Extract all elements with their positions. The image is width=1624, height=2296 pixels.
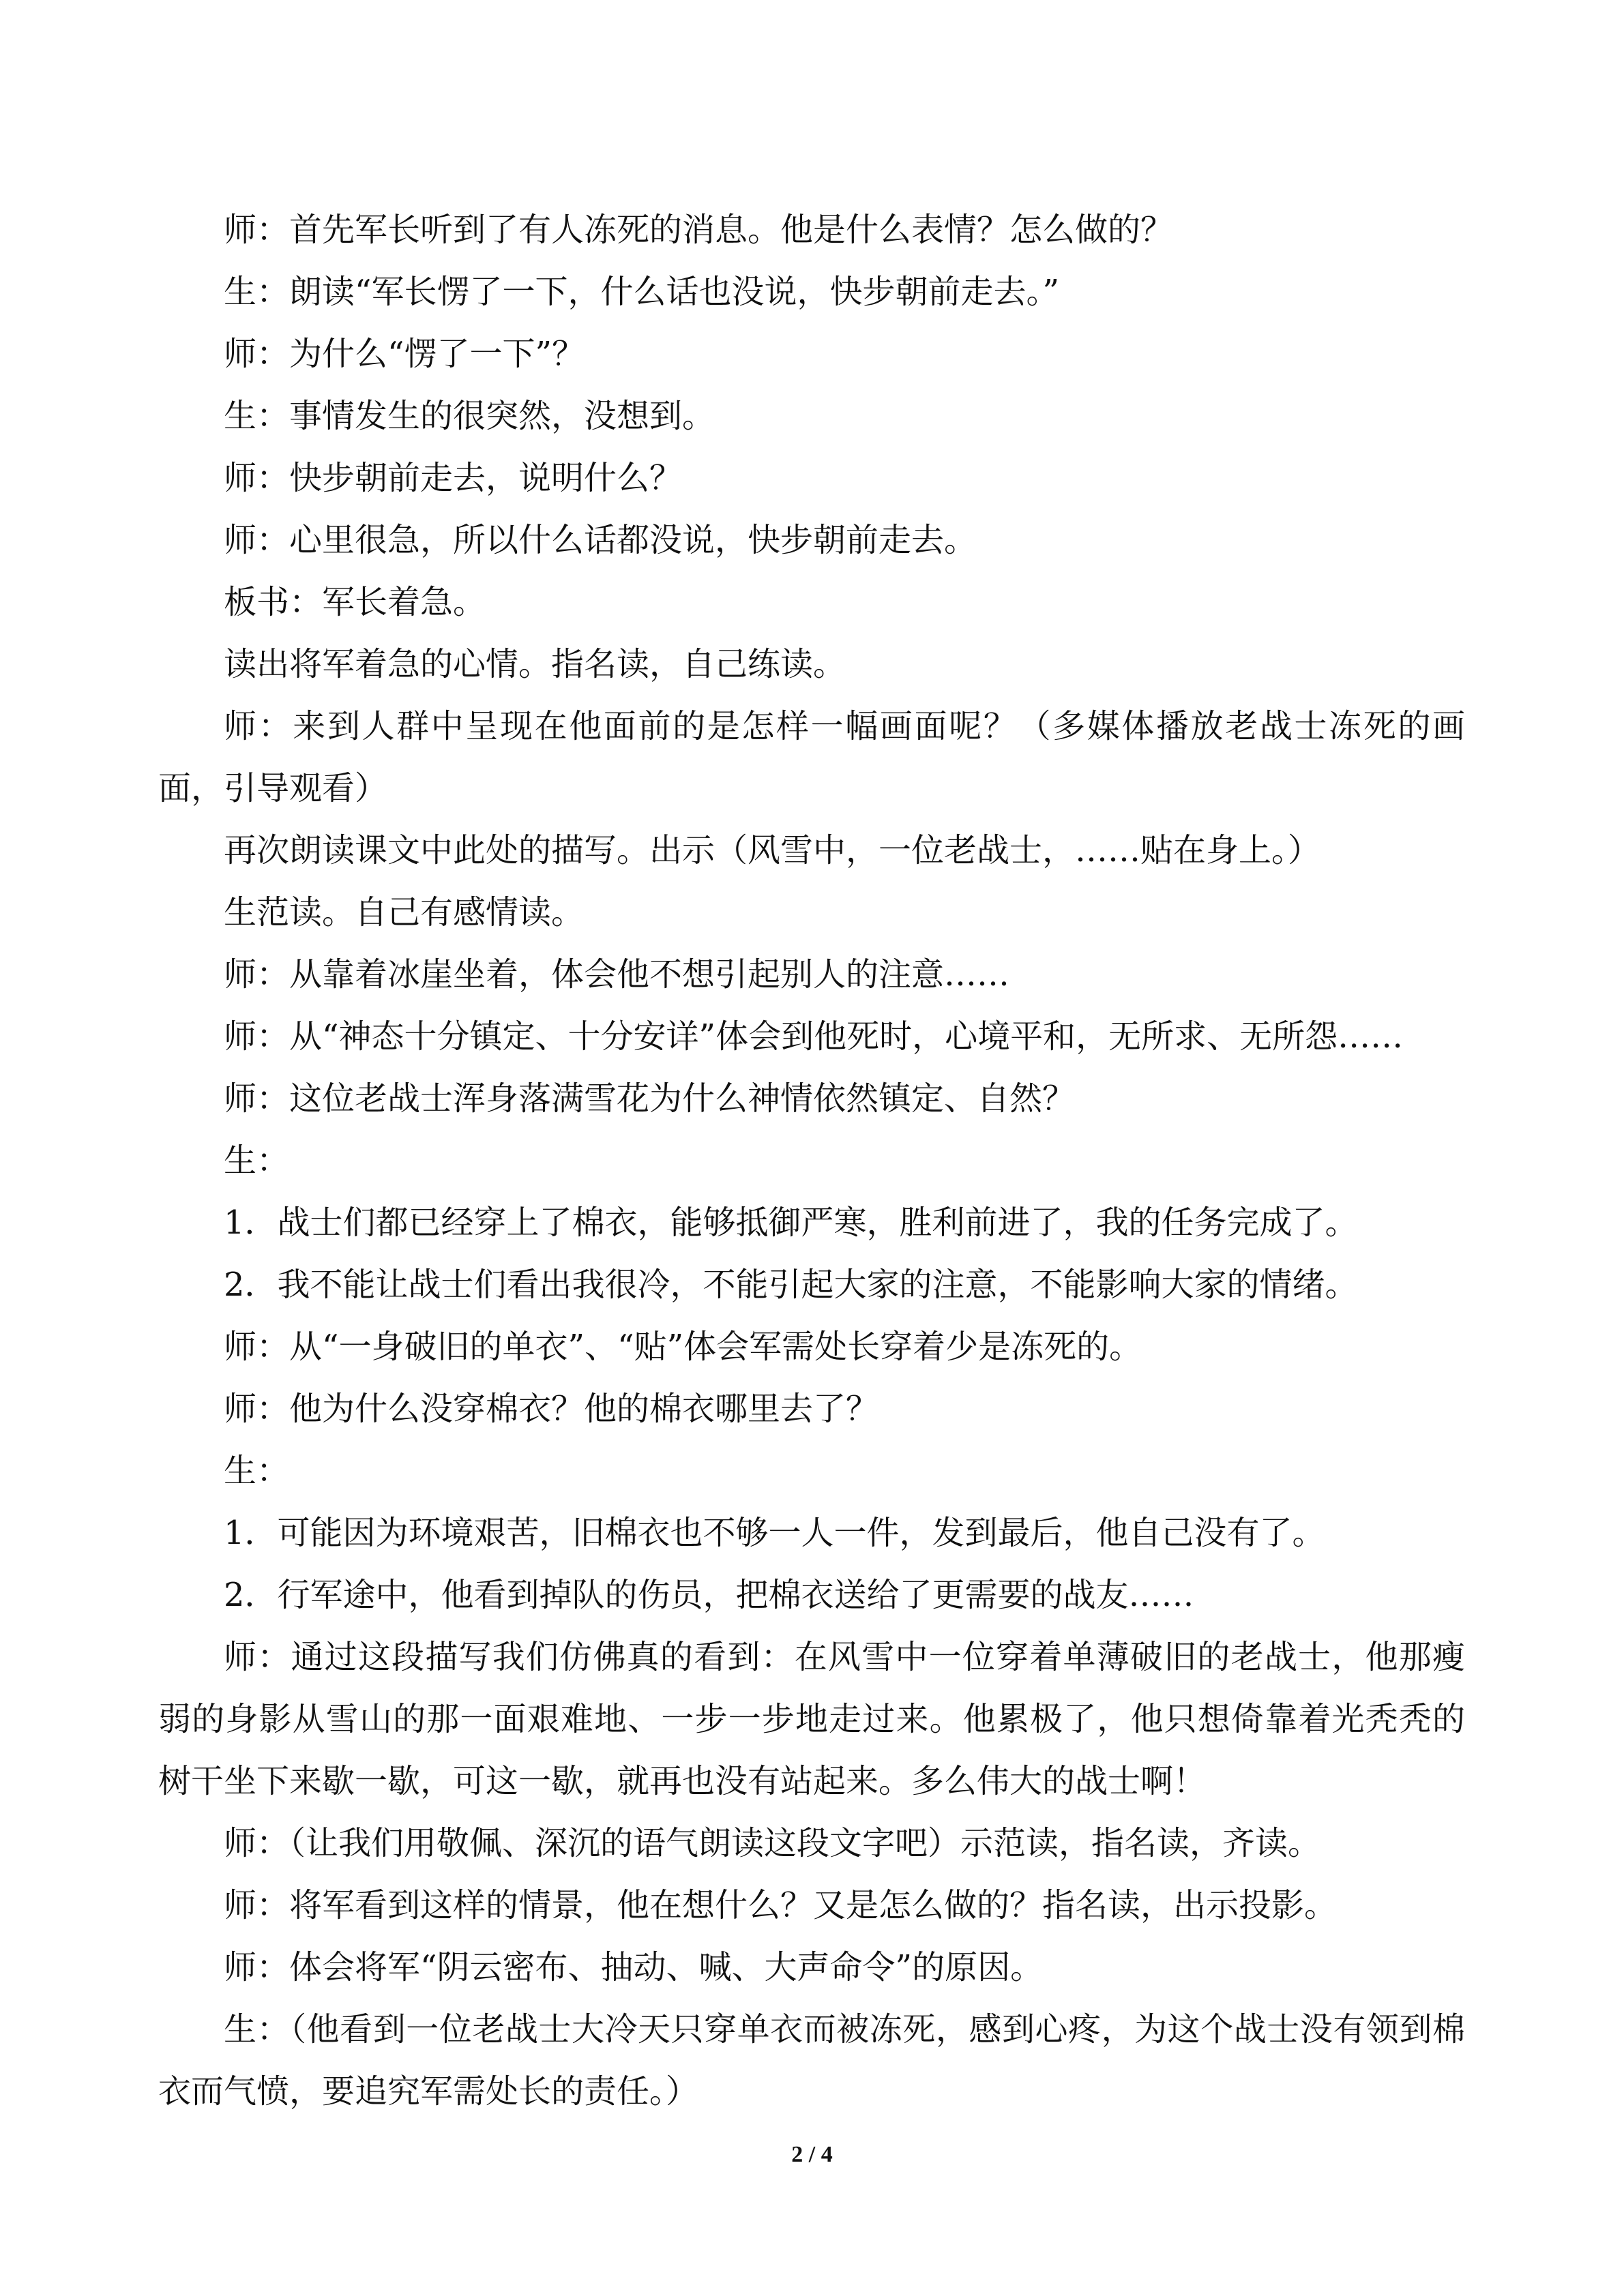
paragraph: 生： (224, 1142, 290, 1180)
paragraph: 师：心里很急，所以什么话都没说，快步朝前走去。 (224, 521, 977, 559)
paragraph: 师：从靠着冰崖坐着，体会他不想引起别人的注意…… (224, 955, 1010, 994)
list-item: 2．行军途中，他看到掉队的伤员，把棉衣送给了更需要的战友…… (224, 1576, 1194, 1614)
paragraph: 生：事情发生的很突然，没想到。 (224, 397, 715, 435)
paragraph: 师：将军看到这样的情景，他在想什么？又是怎么做的？指名读，出示投影。 (224, 1886, 1338, 1924)
paragraph: 师：来到人群中呈现在他面前的是怎样一幅画面呢？（多媒体播放老战士冻死的画面，引导观看） (158, 707, 1465, 807)
paragraph: 板书：军长着急。 (224, 583, 486, 621)
page-number: 2 / 4 (791, 2142, 833, 2167)
paragraph: 师：（让我们用敬佩、深沉的语气朗读这段文字吧）示范读，指名读，齐读。 (224, 1824, 1321, 1862)
paragraph: 师：他为什么没穿棉衣？他的棉衣哪里去了？ (224, 1390, 879, 1428)
paragraph: 生范读。自己有感情读。 (224, 893, 585, 931)
paragraph: 师：从“一身破旧的单衣”、“贴”体会军需处长穿着少是冻死的。 (224, 1328, 1142, 1366)
paragraph: 师：快步朝前走去，说明什么？ (224, 459, 683, 497)
paragraph: 师：体会将军“阴云密布、抽动、喊、大声命令”的原因。 (224, 1948, 1044, 1986)
paragraph: 读出将军着急的心情。指名读，自己练读。 (224, 645, 846, 683)
list-item: 1．战士们都已经穿上了棉衣，能够抵御严寒，胜利前进了，我的任务完成了。 (224, 1204, 1358, 1242)
paragraph: 师：首先军长听到了有人冻死的消息。他是什么表情？怎么做的？ (224, 211, 1174, 249)
list-item: 1．可能因为环境艰苦，旧棉衣也不够一人一件，发到最后，他自己没有了。 (224, 1514, 1325, 1552)
paragraph: 师：通过这段描写我们仿佛真的看到：在风雪中一位穿着单薄破旧的老战士，他那瘦弱的身影从雪山的那一面艰难地、一步一步地走过来。他累极了，他只想倚靠着光秃秃的树干坐下来歇一歇，可这一歇，就再也没有站起来。多么伟大的战士啊！ (158, 1638, 1465, 1800)
paragraph: 生：（他看到一位老战士大冷天只穿单衣而被冻死，感到心疼，为这个战士没有领到棉衣而气愤，要追究军需处长的责任。） (158, 2010, 1465, 2111)
paragraph: 生：朗读“军长愣了一下，什么话也没说，快步朝前走去。” (224, 273, 1060, 311)
document-body (158, 199, 1465, 2123)
paragraph: 师：为什么“愣了一下”？ (224, 335, 585, 373)
paragraph: 再次朗读课文中此处的描写。出示（风雪中，一位老战士，……贴在身上。） (224, 831, 1321, 869)
paragraph: 师：从“神态十分镇定、十分安详”体会到他死时，心境平和，无所求、无所怨…… (224, 1017, 1404, 1056)
list-item: 2．我不能让战士们看出我很冷，不能引起大家的注意，不能影响大家的情绪。 (224, 1266, 1358, 1304)
paragraph: 生： (224, 1452, 290, 1490)
paragraph: 师：这位老战士浑身落满雪花为什么神情依然镇定、自然？ (224, 1079, 1076, 1118)
